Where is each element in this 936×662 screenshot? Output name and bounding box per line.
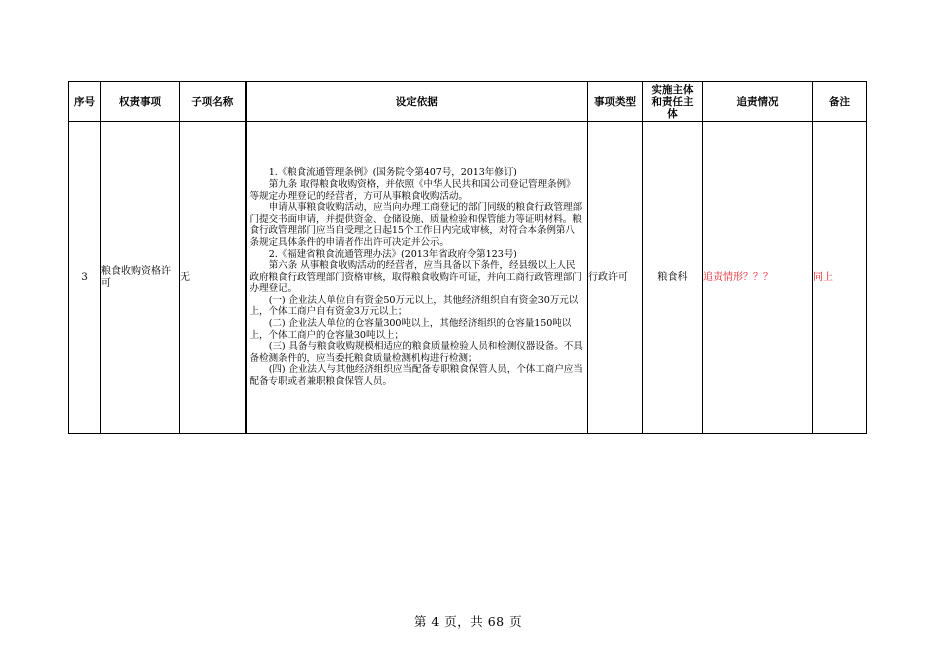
row-sub-item: 无 (180, 122, 246, 434)
basis-line: (四) 企业法人与其他经济组织应当配备专职粮食保管人员，个体工商户应当配备专职或者兼职粮食保管人员。 (249, 364, 583, 388)
basis-line: 第六条 从事粮食收购活动的经营者，应当具备以下条件，经县级以上人民政府粮食行政管理部门资格审核，取得粮食收购许可证，并向工商行政管理部门办理登记。 (249, 260, 582, 295)
row-basis (246, 122, 588, 434)
row-accountability: 追责情形？？？ (703, 122, 813, 434)
row-subject: 粮食科 (643, 122, 703, 434)
row-remark: 同上 (813, 122, 867, 434)
header-remark: 备注 (813, 82, 867, 122)
basis-line: (一) 企业法人单位自有资金50万元以上，其他经济组织自有资金30万元以上，个体工商户自有资金3万元以上； (249, 294, 579, 318)
table-header-row (69, 82, 867, 122)
responsibility-table (68, 81, 867, 434)
header-subject: 实施主体和责任主体 (643, 82, 703, 122)
basis-line: (三) 具备与粮食收购规模相适应的粮食质量检验人员和检测仪器设备。不具备检测条件的，应当委托粮食质量检测机构进行检测； (249, 341, 583, 364)
basis-line: 第九条 取得粮食收购资格，并依照《中华人民共和国公司登记管理条例》等规定办理登记的经营者，方可从事粮食收购活动。 (249, 178, 576, 202)
header-accountability: 追责情况 (703, 82, 813, 122)
page-number-footer: 第 4 页，共 68 页 (413, 614, 523, 629)
basis-line: (二) 企业法人单位的仓容量300吨以上，其他经济组织的仓容量150吨以上，个体工商户的仓容量30吨以上； (249, 318, 572, 341)
header-basis: 设定依据 (246, 82, 588, 122)
header-type: 事项类型 (588, 82, 643, 122)
basis-line: 申请从事粮食收购活动，应当向办理工商登记的部门同级的粮食行政管理部门提交书面申请，并提供资金、仓储设施、质量检验和保管能力等证明材料。粮食行政管理部门应当自受理之日起15个工作日内完成审核，对符合本条例第八条规定具体条件的申请者作出许可决定并公示。 (249, 202, 582, 248)
row-index: 3 (69, 122, 101, 434)
table-row (69, 122, 867, 434)
basis-line: 1.《粮食流通管理条例》(国务院令第407号，2013年修订) (268, 167, 517, 179)
row-item: 粮食收购资格许可 (101, 122, 180, 434)
header-item: 权责事项 (101, 82, 180, 122)
basis-line: 2.《福建省粮食流通管理办法》(2013年省政府令第123号) (268, 248, 517, 260)
header-index: 序号 (69, 82, 101, 122)
row-type: 行政许可 (588, 122, 643, 434)
header-sub-item: 子项名称 (180, 82, 246, 122)
